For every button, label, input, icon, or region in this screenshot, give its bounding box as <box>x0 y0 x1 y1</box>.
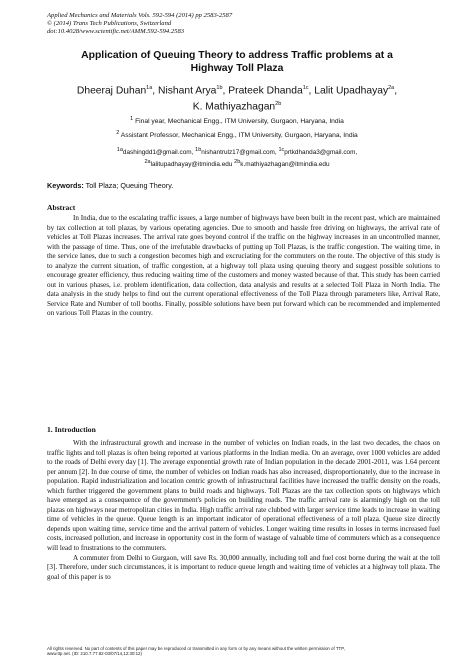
title-line-1: Application of Queuing Theory to address Traffic problems at a <box>81 50 393 61</box>
author-list: Dheeraj Duhan$^{1a}$, Nishant Arya$^{1b}$, Prateek Dhanda$^{1c}$, Lalit Upadhayay$^{2a}$, K. Mathiyazhagan$^{2b}$ <box>76 85 398 113</box>
author-mark: 1a <box>146 85 153 91</box>
author-name: K. Mathiyazhagan <box>192 101 276 113</box>
email-address: prtkdhanda3@gmail.com <box>284 149 356 157</box>
title-line-2: Highway Toll Plaza <box>190 62 284 74</box>
email-address: k.mathiyazhagan@itmindia.edu <box>240 160 330 168</box>
author-mark: 1c <box>302 85 309 91</box>
keywords-text: Toll Plaza; Queuing Theory. <box>85 181 174 190</box>
author-mark: 2a <box>388 85 395 91</box>
author-name: Dheeraj Duhan <box>76 85 147 97</box>
paper-title <box>40 50 434 75</box>
journal-citation: Applied Mechanics and Materials Vols. 592-594 (2014) pp 2583-2587 <box>47 12 233 19</box>
journal-header <box>47 12 232 36</box>
copyright-line: © (2014) Trans Tech Publications, Switzerland <box>47 20 172 27</box>
email-address: nishantrulz17@gmail.com, <box>201 149 277 157</box>
author-name: Prateek Dhanda <box>228 85 303 97</box>
introduction-heading: 1. Introduction <box>47 425 96 434</box>
author-name: Nishant Arya <box>158 85 217 97</box>
email-address: lalitupadhayay@itmindia.edu <box>150 160 233 168</box>
author-mark: 2b <box>275 100 282 107</box>
affiliation-2: $^2$ Assistant Professor, Mechanical Engg., ITM University, Gurgaon, Haryana, India <box>116 130 358 140</box>
copyright-footer: All rights reserved. No part of contents of this paper may be reproduced or transmitted in any form or by any means without the written permission of TTP, www.ttp.net. (ID: 210.7.77.82-03/07/14,12:30:12) <box>47 646 345 657</box>
intro-paragraph-1: With the infrastructural growth and increase in the number of vehicles on Indian roads, in the last two decades, the chaos on traffic lights and toll plazas is often being reported at various platforms in the Indian media. On an average, over 1000 vehicles are added to the roads of Delhi every day [1]. The average exponential growth rate of Indian population in the decade 2001-2011, was 1.64 percent per annum [2]. In due course of time, the number of vehicles on Indian roads has also increased, disproportionately, due to the increase in population. Rapid industrialization and location centric growth of infrastructural facilities have increased the traffic density on the roads, which further triggered the government plans to build roads and highways. Toll Plazas are the tax collection spots on highways which have emerged as a consequence of the government's policies on building roads. The traffic arrival rate is alarmingly high on the toll plazas on highways near metropolitan cities in India. High traffic arrival rate clubbed with larger service time leads to increase in waiting time of vehicles in the queue. Queue length is an important indicator of operational effectiveness of a toll plaza. Queue size directly depends upon waiting time, service time and the arrival pattern of vehicles. Longer waiting time results in losses in terms increased fuel costs, increased pollution, and increase in opportunity cost in the form of wastage of valuable time of commuters which as a consequence will lead to frustrations to the commuters. <box>47 439 440 553</box>
author-name: Lalit Upadhayay <box>314 85 389 97</box>
abstract-body: In India, due to the escalating traffic issues, a large number of highways have been built in the recent past, which are maintained by tax collection at toll plazas, by various operating agencies. Due to smooth and hassle free driving on highways, the arrival rate of vehicles at Toll Plazas increases. The arrival rate goes beyond control if the traffic on the highway increases in an uncontrolled manner, with the passage of time. Thus, one of the irrefutable drawbacks of putting up Toll Plazas, is the traffic congestion. The waiting time, in the service lanes, due to such a congestion becomes high and excruciating for the commuters on the route. The objective of this study is to analyze the current situation, of traffic congestion, at a highway toll plaza using queuing theory and suggest possible solutions to encourage greater efficiency, thus reducing waiting time of the customers and money wasted because of that. This study has been carried out in various phases, i.e. problem identification, data collection, data analysis and results at a selected Toll Plaza in North India. The data analysis in the study helps to find out the current operational effectiveness of the Toll Plaza through parameters like, Arrival Rate, Service Rate and Number of toll booths. Finally, possible solutions have been put forward which can be recommended and implemented on various Toll Plazas in the country. <box>47 214 440 318</box>
affiliation-1: $^1$ Final year, Mechanical Engg., ITM University, Gurgaon, Haryana, India <box>130 116 344 126</box>
keywords-line <box>47 181 173 190</box>
author-emails: $^{1a}$dashingdd1@gmail.com, $^{1b}$nishantrulz17@gmail.com, $^{1c}$prtkdhanda3@gmail.com, $^{2a}$lalitupadhayay@itmindia.edu $^{2b}$k.mathiyazhagan@itmindia.edu <box>116 147 358 168</box>
keywords-label: Keywords: <box>47 181 84 190</box>
introduction-body <box>47 439 440 582</box>
author-mark: 1b <box>216 85 223 91</box>
intro-paragraph-2: A commuter from Delhi to Gurgaon, will save Rs. 30,000 annually, including toll and fuel cost borne during the wait at the toll [3]. Therefore, under such circumstances, it is important to reduce queue length and waiting time of vehicles at a highway toll plaza. The goal of this paper is to <box>47 553 440 581</box>
email-address: dashingdd1@gmail.com <box>122 149 192 157</box>
abstract-heading: Abstract <box>47 203 76 212</box>
doi-line: doi:10.4028/www.scientific.net/AMM.592-594.2583 <box>47 28 185 35</box>
